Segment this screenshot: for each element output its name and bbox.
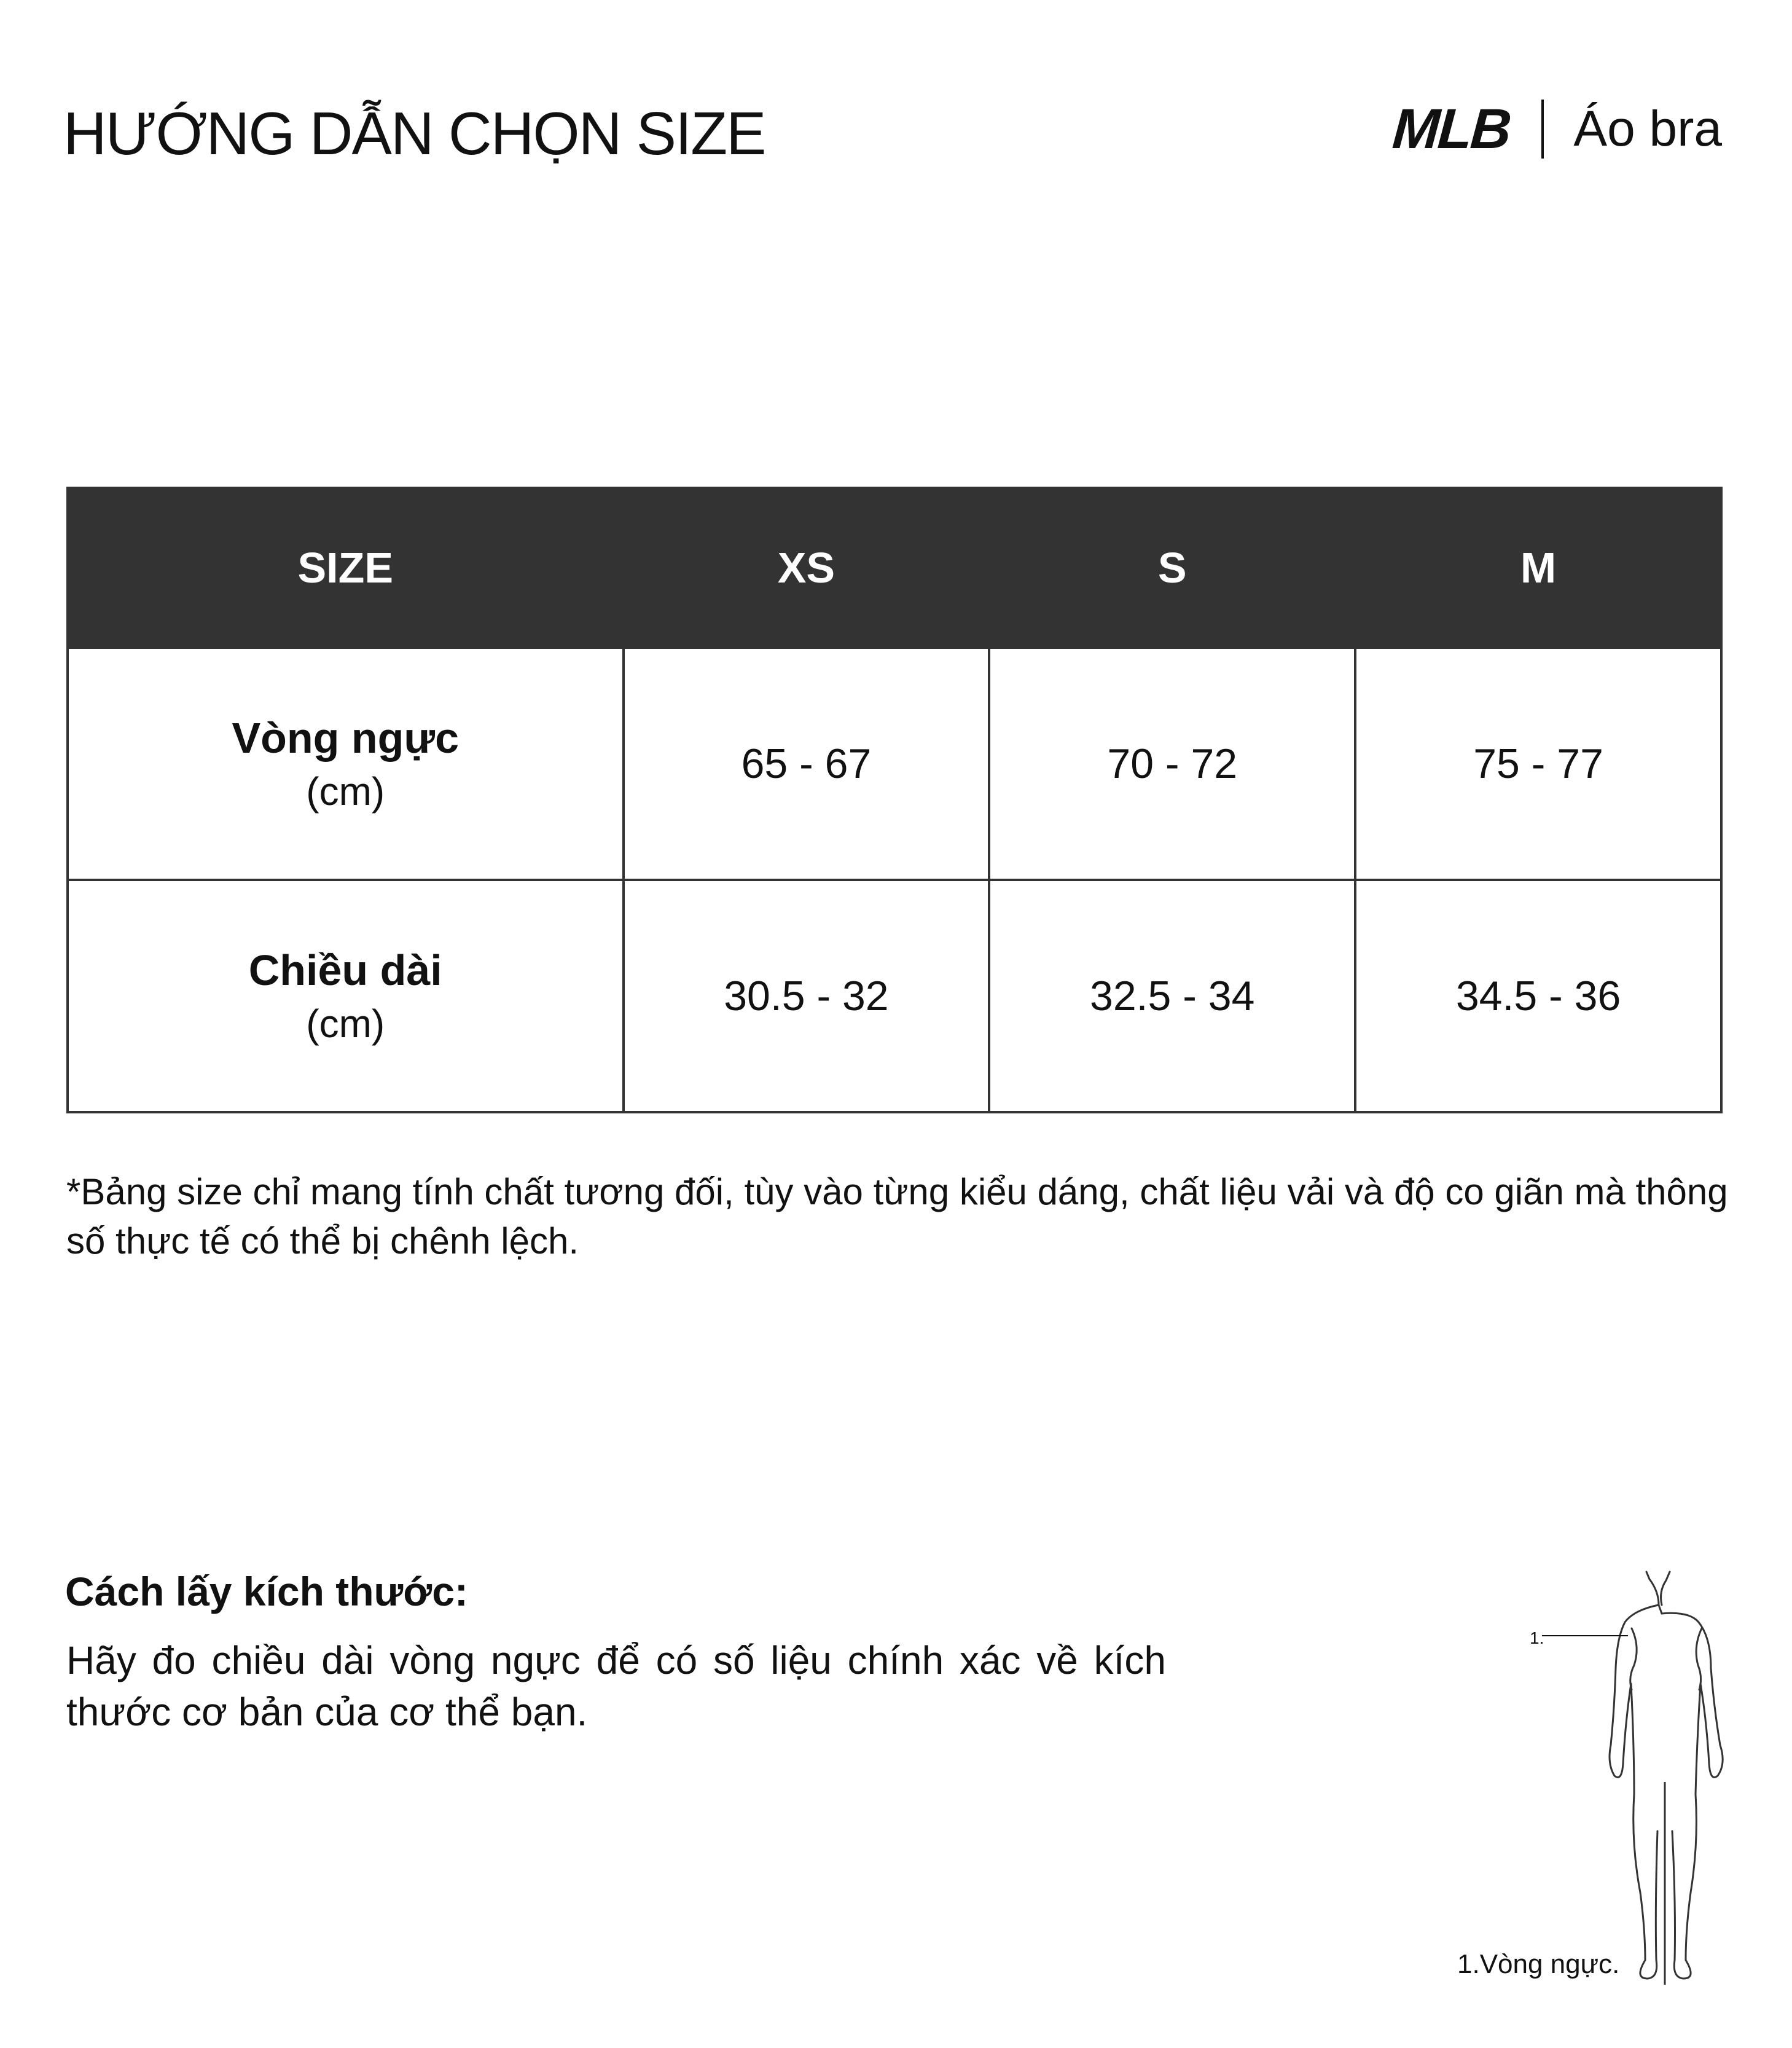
table-cell: 65 - 67	[624, 648, 990, 880]
product-name: Áo bra	[1573, 101, 1722, 157]
figure-body-outline	[1610, 1605, 1659, 1979]
table-row	[68, 880, 1721, 1112]
body-figure-illustration	[1450, 1561, 1732, 1991]
disclaimer-note: *Bảng size chỉ mang tính chất tương đối, tùy vào từng kiểu dáng, chất liệu vải và độ co giãn mà thông số thực tế có thể bị chênh lệch.	[66, 1171, 1728, 1261]
header-xs: XS	[624, 488, 990, 648]
row-label-cell	[68, 648, 624, 880]
brand-divider	[1541, 100, 1544, 159]
size-table	[66, 487, 1723, 1113]
table-cell: 34.5 - 36	[1355, 880, 1721, 1112]
row-unit: (cm)	[306, 769, 385, 814]
table-cell: 32.5 - 34	[989, 880, 1355, 1112]
row-label: Chiều dài	[248, 946, 442, 994]
row-unit: (cm)	[306, 1001, 385, 1046]
table-cell: 75 - 77	[1355, 648, 1721, 880]
header-m: M	[1355, 488, 1721, 648]
header-size: SIZE	[68, 488, 624, 648]
figure-marker: 1.	[1530, 1628, 1544, 1647]
brand-logo: MLB	[1390, 98, 1512, 160]
table-cell: 70 - 72	[989, 648, 1355, 880]
header-s: S	[989, 488, 1355, 648]
table-row	[68, 648, 1721, 880]
figure-caption: 1.Vòng ngực.	[1457, 1949, 1620, 1979]
table-cell: 30.5 - 32	[624, 880, 990, 1112]
row-label: Vòng ngực	[232, 713, 460, 762]
howto-text: Hãy đo chiều dài vòng ngực để có số liệu chính xác về kích thước cơ bản của cơ thể bạn.	[66, 1638, 1166, 1734]
row-label-cell	[68, 880, 624, 1112]
brand-header	[1390, 98, 1722, 160]
table-header-row	[68, 488, 1721, 648]
page-title: HƯỚNG DẪN CHỌN SIZE	[63, 100, 765, 167]
howto-title: Cách lấy kích thước:	[65, 1569, 468, 1614]
